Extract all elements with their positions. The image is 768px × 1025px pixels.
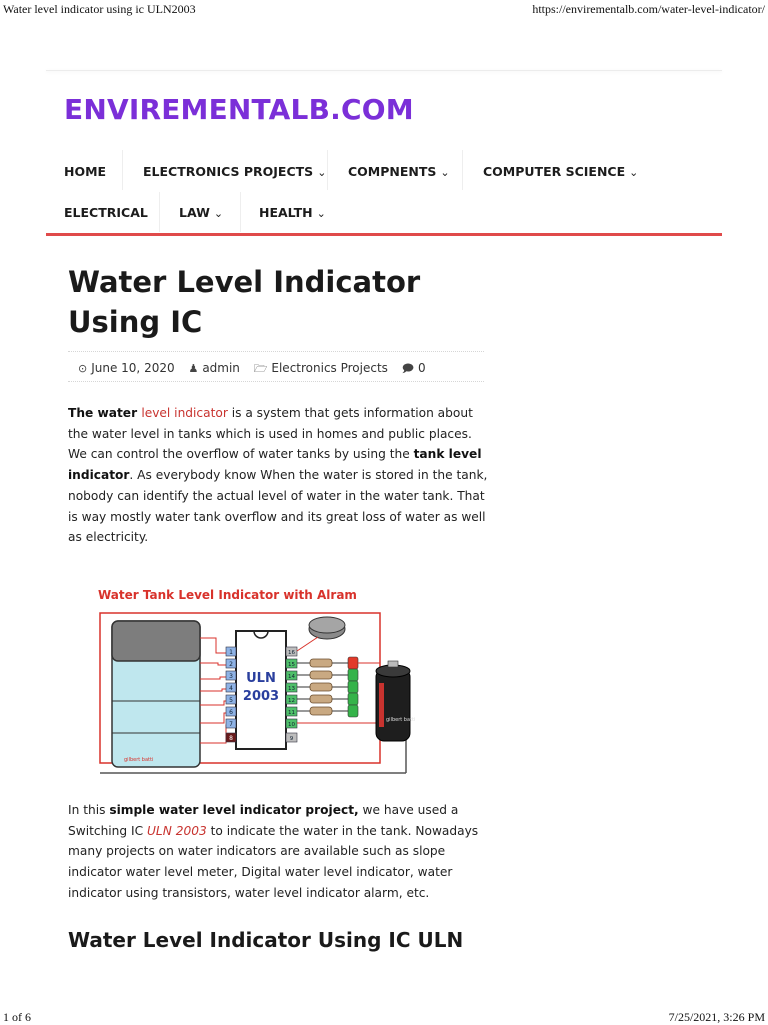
resistor: [310, 695, 332, 703]
site-logo-title[interactable]: ENVIREMENTALB.COM: [64, 93, 414, 126]
nav-item-label: HOME: [64, 164, 107, 179]
pin-number: 14: [288, 674, 295, 680]
pin-number: 10: [288, 722, 295, 728]
comment-icon: 🗩: [401, 362, 414, 375]
nav-item-computer-science[interactable]: [483, 164, 638, 179]
nav-separator: [327, 150, 328, 190]
post-title: Water Level Indicator Using IC: [68, 265, 421, 339]
print-page-title: Water level indicator using ic ULN2003: [3, 2, 196, 16]
post-category[interactable]: [254, 361, 388, 375]
pin-number: 6: [229, 709, 233, 716]
figure-caption: Water Tank Level Indicator with Alram: [98, 588, 357, 602]
post-author[interactable]: [188, 361, 239, 375]
resistor: [310, 683, 332, 691]
tank-empty-section: [112, 621, 200, 661]
resistor: [310, 707, 332, 715]
post-comments-count: 0: [417, 361, 426, 375]
post-date-text: June 10, 2020: [91, 361, 175, 375]
print-page-number: 1 of 6: [3, 1010, 31, 1024]
battery-brand-label: gilbert batti: [386, 717, 416, 723]
para2-text-3: to indicate the water in the tank. Nowadays many projects on water indicators are available such as slope indicator water level meter, Digital water level indicator, water indicator using transistors, water level indicator alarm, etc.: [68, 823, 479, 900]
level-indicator-link[interactable]: level indicator: [141, 406, 228, 420]
nav-item-label: COMPUTER SCIENCE: [483, 164, 626, 179]
chevron-down-icon: ⌄: [317, 166, 327, 179]
pin-number: 11: [288, 710, 295, 716]
nav-item-label: COMPNENTS: [348, 164, 437, 179]
chevron-down-icon: ⌄: [440, 166, 450, 179]
project-paragraph: [68, 800, 488, 904]
pin-number: 12: [288, 698, 295, 704]
pin-number: 5: [229, 697, 233, 704]
post-author-text: admin: [202, 361, 240, 375]
nav-item-health[interactable]: [259, 205, 326, 220]
print-datetime: 7/25/2021, 3:26 PM: [668, 1010, 765, 1024]
para2-text-2: we have used a Switching IC: [68, 803, 459, 838]
pin-number: 15: [288, 662, 295, 668]
pin-number: 1: [229, 649, 233, 656]
pin-number: 8: [229, 735, 233, 742]
uln2003-link[interactable]: ULN 2003: [147, 823, 207, 838]
led-green: [348, 693, 358, 705]
intro-bold-tank-level: tank level indicator: [68, 447, 482, 483]
chevron-down-icon: ⌄: [316, 207, 326, 220]
nav-accent-rule: [46, 233, 722, 236]
nav-item-label: ELECTRONICS PROJECTS: [143, 164, 314, 179]
folder-icon: 🗁: [253, 362, 268, 375]
circuit-diagram-svg: [90, 583, 420, 783]
led-green: [348, 705, 358, 717]
led-red: [348, 657, 358, 669]
nav-item-label: ELECTRICAL: [64, 205, 148, 220]
ic-label-uln: ULN: [246, 671, 276, 686]
nav-item-electrical[interactable]: [64, 205, 148, 220]
nav-item-label: HEALTH: [259, 205, 313, 220]
buzzer-wire: [297, 637, 318, 651]
intro-text-2: . As everybody know When the water is stored in the tank, nobody can identify the actual level of water in the water tank. That is way mostly water tank overflow and its great loss of water as well as electricity.: [68, 468, 488, 545]
tank-brand-label: gilbert batti: [124, 757, 154, 763]
ic-right-pins: [286, 647, 297, 742]
nav-separator: [240, 192, 241, 232]
intro-bold-lead: The water: [68, 406, 142, 420]
pin-number: 2: [229, 661, 233, 668]
probe-wires: [200, 638, 228, 743]
ic-left-pins: [226, 647, 236, 742]
nav-item-electronics-projects[interactable]: [143, 164, 326, 179]
nav-item-home[interactable]: [64, 164, 106, 179]
pin-number: 16: [288, 650, 295, 656]
chevron-down-icon: ⌄: [213, 207, 224, 220]
ic-label-2003: 2003: [242, 689, 280, 704]
pin-number: 3: [229, 673, 233, 680]
pin-number: 7: [229, 721, 233, 728]
post-category-text: Electronics Projects: [271, 361, 388, 375]
resistor: [310, 671, 332, 679]
meta-divider-bottom: [68, 381, 484, 382]
battery: [376, 661, 415, 741]
print-footer: [0, 1008, 768, 1024]
led-green: [348, 681, 358, 693]
pin-number: 9: [289, 736, 294, 742]
intro-paragraph: [68, 403, 488, 548]
post-comments[interactable]: [402, 361, 426, 375]
print-page-url: https://envirementalb.com/water-level-indicator/: [532, 2, 765, 16]
meta-divider-top: [68, 351, 484, 352]
nav-separator: [462, 150, 463, 190]
nav-item-compnents[interactable]: [348, 164, 450, 179]
post-meta: [78, 360, 436, 379]
nav-item-label: LAW: [179, 205, 210, 220]
nav-item-law[interactable]: [179, 205, 223, 220]
nav-separator: [159, 192, 160, 232]
pin-number: 4: [229, 685, 233, 692]
header-divider: [46, 70, 722, 71]
battery-stripe: [379, 683, 384, 727]
resistor: [310, 659, 332, 667]
para2-text-1: In this: [68, 803, 110, 817]
print-header: [0, 0, 768, 20]
led-green: [348, 669, 358, 681]
chevron-down-icon: ⌄: [629, 166, 639, 179]
battery-terminal: [388, 661, 398, 667]
para2-bold: simple water level indicator project,: [109, 803, 359, 817]
user-icon: ♟: [188, 362, 199, 375]
section-heading: Water Level Indicator Using IC ULN: [68, 928, 464, 952]
intro-text-1: is a system that gets information about the water level in tanks which is used in homes and public places. We can control the overflow of water tanks by using the: [68, 406, 473, 462]
pin-number: 13: [288, 686, 295, 692]
clock-icon: ⊙: [78, 362, 88, 375]
circuit-diagram-image: [90, 583, 420, 783]
buzzer-top: [309, 617, 345, 633]
nav-separator: [122, 150, 123, 190]
post-date[interactable]: [78, 361, 175, 375]
